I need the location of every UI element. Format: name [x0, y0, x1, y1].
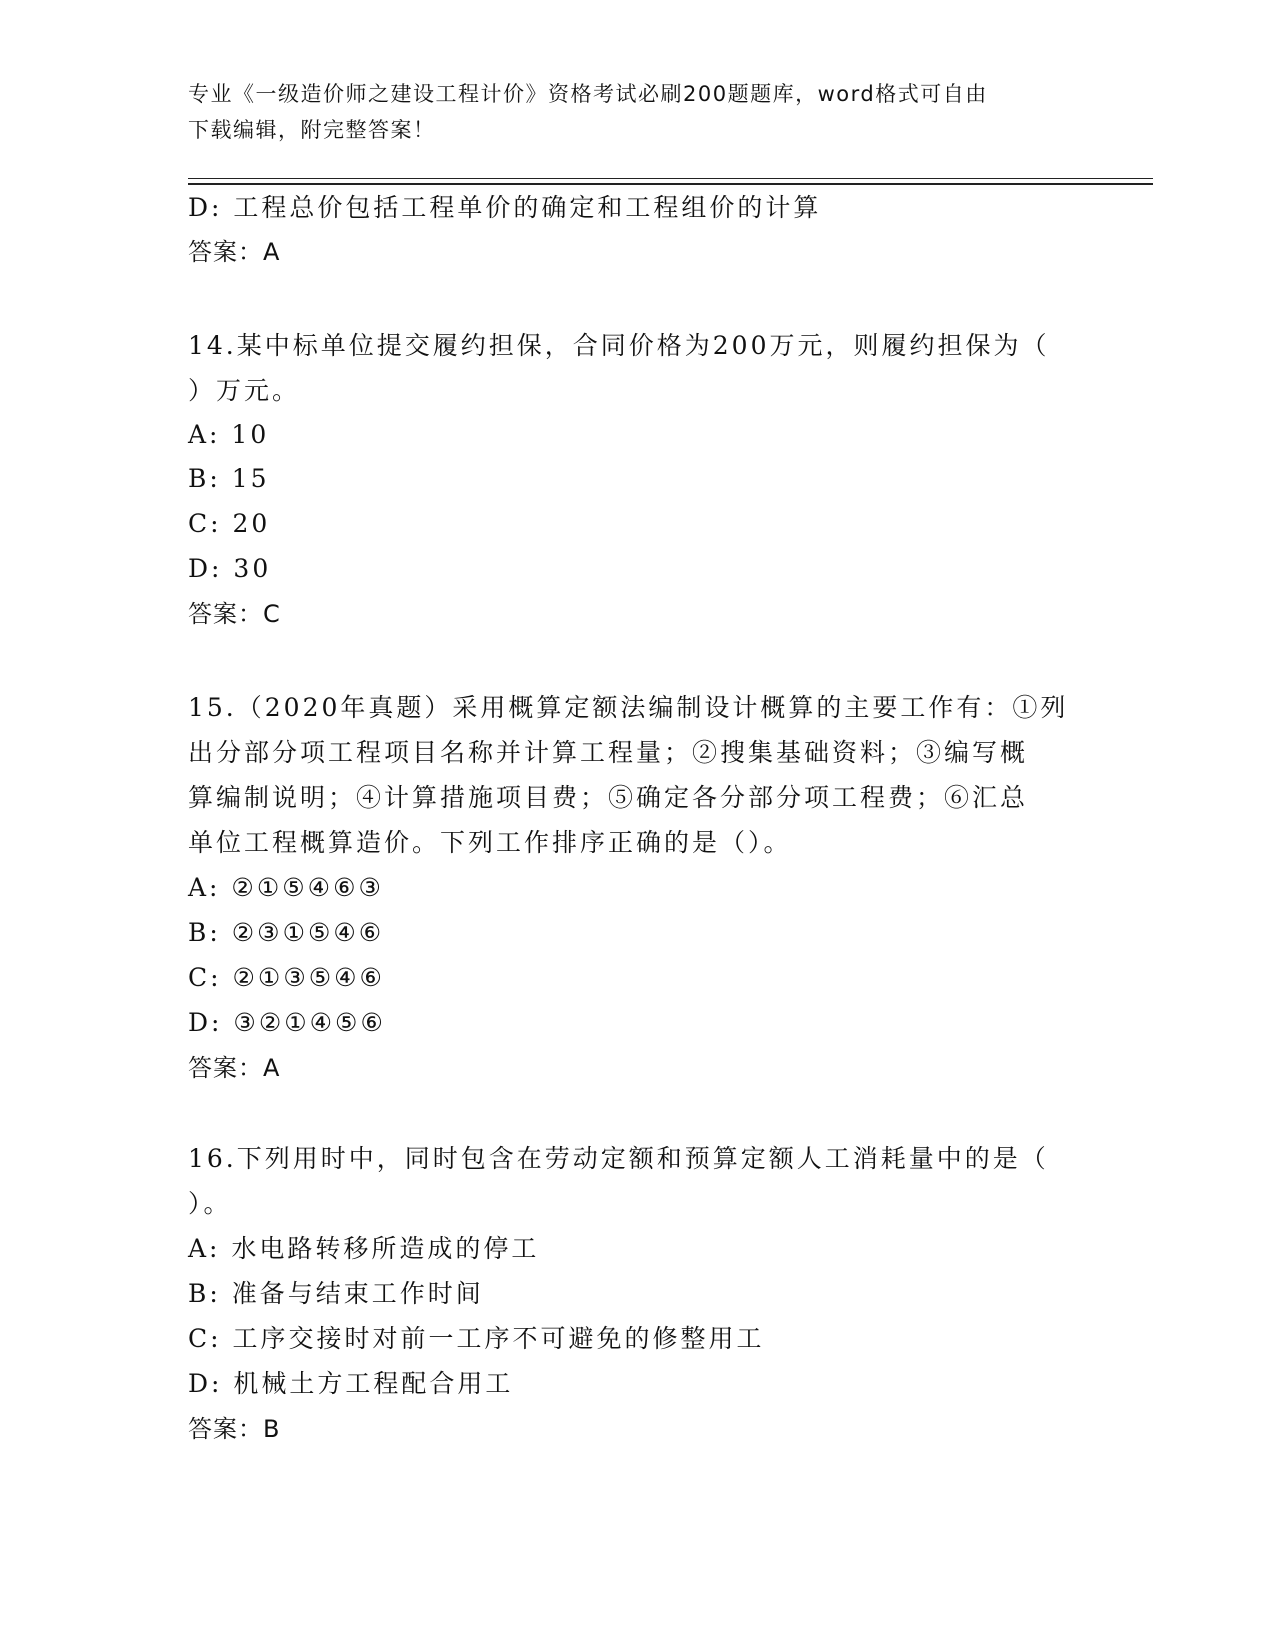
q14-answer: 答案：C: [188, 600, 281, 628]
header-rule-thin: [188, 178, 1153, 179]
q13-option-d: D: 工程总价包括工程单价的确定和工程组价的计算: [188, 193, 822, 222]
q15-stem-line-4: 单位工程概算造价。下列工作排序正确的是（）。: [188, 828, 792, 857]
q16-stem-line-1: 16.下列用时中，同时包含在劳动定额和预算定额人工消耗量中的是（: [188, 1144, 1049, 1173]
q16-option-b: B: 准备与结束工作时间: [188, 1279, 484, 1308]
q15-option-c: C: ②①③⑤④⑥: [188, 963, 385, 992]
q14-option-d: D: 30: [188, 554, 272, 583]
q15-option-a: A: ②①⑤④⑥③: [188, 873, 384, 902]
q16-answer: 答案：B: [188, 1415, 281, 1443]
q16-option-c: C: 工序交接时对前一工序不可避免的修整用工: [188, 1324, 765, 1353]
page-header: [188, 76, 1088, 148]
q14-option-c: C: 20: [188, 509, 271, 538]
q15-option-d: D: ③②①④⑤⑥: [188, 1008, 386, 1037]
q14-stem-line-1: 14.某中标单位提交履约担保，合同价格为200万元，则履约担保为（: [188, 331, 1050, 360]
q14-option-a: A: 10: [188, 420, 270, 449]
q13-answer: 答案：A: [188, 238, 281, 266]
q14-option-b: B: 15: [188, 464, 270, 493]
q15-stem-line-1: 15.（2020年真题）采用概算定额法编制设计概算的主要工作有：①列: [188, 693, 1069, 722]
header-rule-thick: [188, 183, 1153, 185]
q15-answer: 答案：A: [188, 1054, 281, 1082]
q16-option-a: A: 水电路转移所造成的停工: [188, 1234, 540, 1263]
q15-stem-line-2: 出分部分项工程项目名称并计算工程量；②搜集基础资料；③编写概: [188, 738, 1029, 767]
header-line-1: 专业《一级造价师之建设工程计价》资格考试必刷200题题库，word格式可自由: [188, 82, 988, 106]
q16-stem-line-2: ）。: [188, 1189, 232, 1218]
q16-option-d: D: 机械土方工程配合用工: [188, 1369, 514, 1398]
q15-option-b: B: ②③①⑤④⑥: [188, 918, 385, 947]
header-line-2: 下载编辑，附完整答案！: [188, 118, 436, 142]
q14-stem-line-2: ）万元。: [188, 376, 301, 405]
q15-stem-line-3: 算编制说明；④计算措施项目费；⑤确定各分部分项工程费；⑥汇总: [188, 783, 1029, 812]
